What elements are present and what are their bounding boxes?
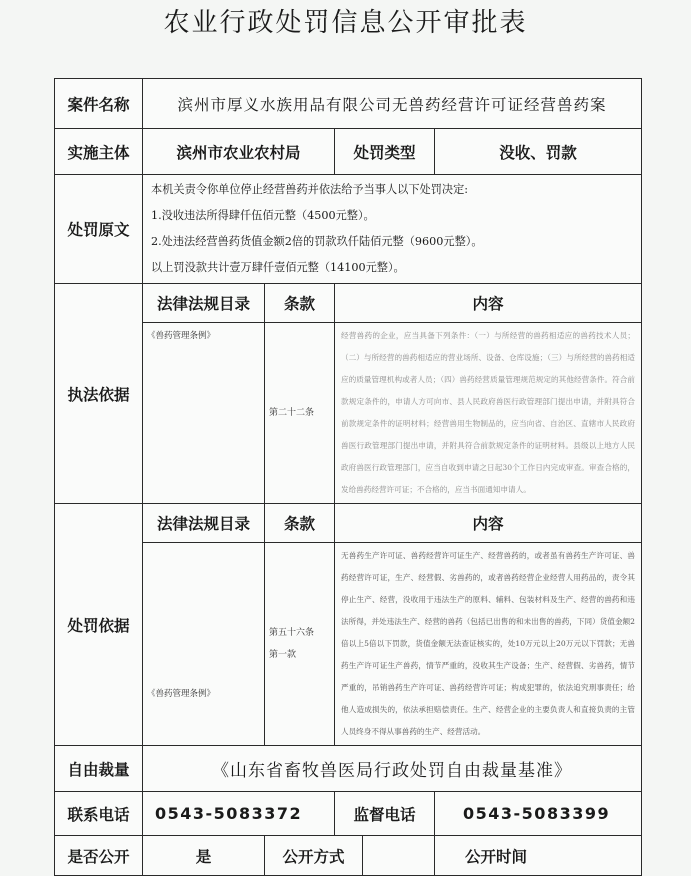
penalty-catalog-header: 法律法规目录 xyxy=(143,504,265,543)
publicity-method-label: 公开方式 xyxy=(265,836,363,876)
contact-phone-label: 联系电话 xyxy=(55,792,143,836)
enforcement-article: 第二十二条 xyxy=(265,323,335,504)
penalty-content-header: 内容 xyxy=(335,504,642,543)
publicity-value: 是 xyxy=(143,836,265,876)
original-text-line: 1.没收违法所得肆仟伍佰元整（4500元整）。 xyxy=(151,209,375,222)
original-text-body xyxy=(143,175,642,284)
contact-phone-value: 0543-5083372 xyxy=(143,792,335,836)
discretion-value: 《山东省畜牧兽医局行政处罚自由裁量基准》 xyxy=(143,746,642,792)
original-text-line: 2.处违法经营兽药货值金额2倍的罚款玖仟陆佰元整（9600元整）。 xyxy=(151,235,483,248)
enforcement-catalog-header: 法律法规目录 xyxy=(143,284,265,323)
supervise-phone-label: 监督电话 xyxy=(335,792,435,836)
penalty-basis-label: 处罚依据 xyxy=(55,504,143,746)
enforcement-catalog: 《兽药管理条例》 xyxy=(143,323,265,504)
penalty-type-label: 处罚类型 xyxy=(335,129,435,175)
entity-label: 实施主体 xyxy=(55,129,143,175)
enforcement-article-header: 条款 xyxy=(265,284,335,323)
penalty-article-header: 条款 xyxy=(265,504,335,543)
original-text-label: 处罚原文 xyxy=(55,175,143,284)
penalty-article xyxy=(265,543,335,746)
approval-form xyxy=(54,78,642,876)
case-name-value: 滨州市厚义水族用品有限公司无兽药经营许可证经营兽药案 xyxy=(143,79,642,129)
case-name-label: 案件名称 xyxy=(55,79,143,129)
supervise-phone-value: 0543-5083399 xyxy=(435,792,642,836)
page-title: 农业行政处罚信息公开审批表 xyxy=(163,8,528,38)
penalty-type-value: 没收、罚款 xyxy=(435,129,642,175)
enforcement-basis-label: 执法依据 xyxy=(55,284,143,504)
original-text-line: 以上罚没款共计壹万肆仟壹佰元整（14100元整）。 xyxy=(151,261,405,274)
penalty-catalog: 《兽药管理条例》 xyxy=(143,543,265,746)
penalty-article-line: 第一款 xyxy=(269,650,297,660)
publicity-time-label: 公开时间 xyxy=(435,836,642,876)
penalty-article-line: 第五十六条 xyxy=(269,628,315,638)
publicity-method-value xyxy=(363,836,435,876)
discretion-label: 自由裁量 xyxy=(55,746,143,792)
penalty-content: 无兽药生产许可证、兽药经营许可证生产、经营兽药的，或者虽有兽药生产许可证、兽药经营许可证，生产、经营假、劣兽药的，或者兽药经营企业经营人用药品的，责令其停止生产、经营，没收用于违法生产的原料、辅料、包装材料及生产、经营的兽药和违法所得，并处违法生产、经营的兽药（包括已出售的和未出售的兽药，下同）货值金额2倍以上5倍以下罚款，货值金额无法查证核实的，处10万元以上20万元以下罚款；无兽药生产许可证生产兽药，情节严重的，没收其生产设备；生产、经营假、劣兽药，情节严重的，吊销兽药生产许可证、兽药经营许可证；构成犯罪的，依法追究刑事责任；给他人造成损失的，依法承担赔偿责任。生产、经营企业的主要负责人和直接负责的主管人员终身不得从事兽药的生产、经营活动。 xyxy=(335,543,642,746)
enforcement-content: 经营兽药的企业，应当具备下列条件：（一）与所经营的兽药相适应的兽药技术人员；（二）与所经营的兽药相适应的营业场所、设备、仓库设施；（三）与所经营的兽药相适应的质量管理机构或者人员；（四）兽药经营质量管理规范规定的其他经营条件。符合前款规定条件的，申请人方可向市、县人民政府兽医行政管理部门提出申请，并附具符合前款规定条件的证明材料；经营兽用生物制品的，应当向省、自治区、直辖市人民政府兽医行政管理部门提出申请，并附具符合前款规定条件的证明材料。县级以上地方人民政府兽医行政管理部门，应当自收到申请之日起30个工作日内完成审查。审查合格的，发给兽药经营许可证；不合格的，应当书面通知申请人。 xyxy=(335,323,642,504)
original-text-line: 本机关责令你单位停止经营兽药并依法给予当事人以下处罚决定: xyxy=(151,183,469,196)
enforcement-content-header: 内容 xyxy=(335,284,642,323)
entity-value: 滨州市农业农村局 xyxy=(143,129,335,175)
publicity-label: 是否公开 xyxy=(55,836,143,876)
